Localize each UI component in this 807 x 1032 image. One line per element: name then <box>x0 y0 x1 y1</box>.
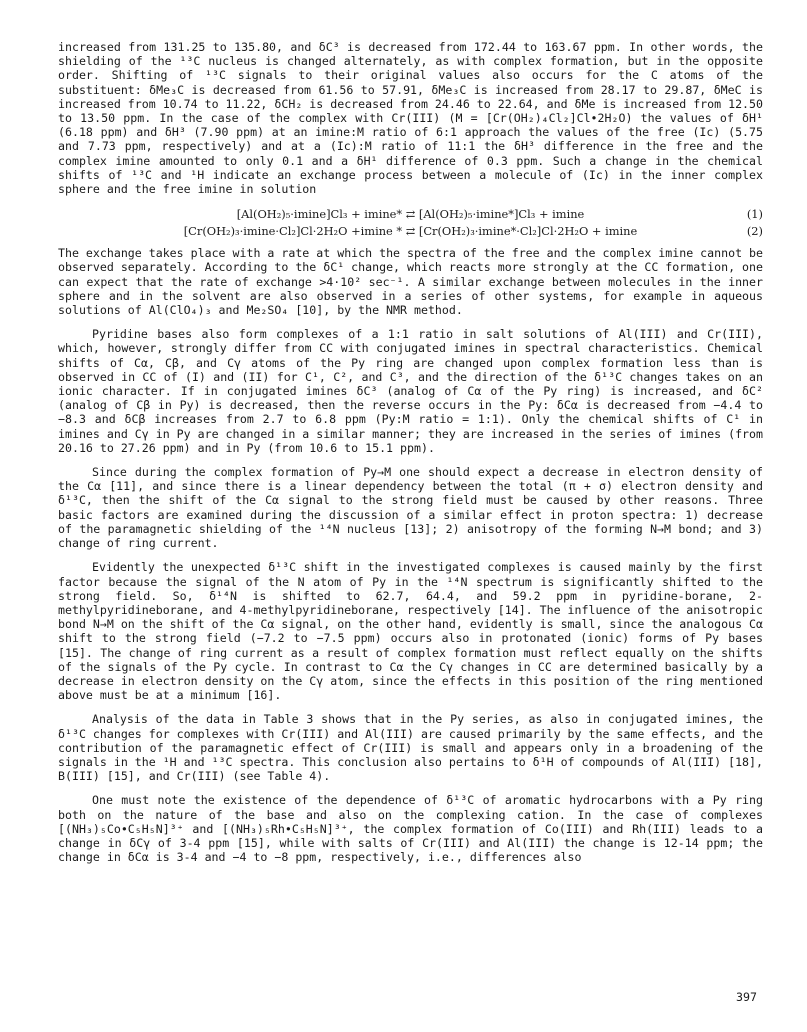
equation-2 <box>58 223 763 240</box>
paragraph-3: Pyridine bases also form complexes of a 1:1 ratio in salt solutions of Al(III) and Cr(III), which, however, strongly differ from CC with conjugated imines in spectral characteristics. Chemical shifts of Cα, Cβ, and Cγ atoms of the Py ring are changed upon complex formation less than is observed in CC of (I) and (II) for C¹, C², and C³, and the direction of the δ¹³C changes takes on an ionic character. If in conjugated imines δC³ (analog of Cα of the Py ring) is increased, and δC² (analog of Cβ in Py) is decreased, then the reverse occurs in the Py: δCα is decreased from −4.4 to −8.3 and δCβ increases from 2.7 to 6.8 ppm (Py:M ratio = 1:1). Only the chemical shifts of C¹ in imines and Cγ in Py are changed in a similar manner; they are increased in the series of imines (from 20.16 to 27.26 ppm) and in Py (from 10.6 to 15.1 ppm). <box>58 327 763 455</box>
equation-1 <box>58 206 763 223</box>
page-number: 397 <box>736 990 757 1004</box>
paragraph-2: The exchange takes place with a rate at which the spectra of the free and the complex imine cannot be observed separately. According to the δC¹ change, which reacts more strongly at the CC formation, one can expect that the rate of exchange >4·10² sec⁻¹. A similar exchange between molecules in the inner sphere and in the solvent are also observed in a series of other systems, for example in aqueous solutions of Al(ClO₄)₃ and Me₂SO₄ [10], by the NMR method. <box>58 246 763 318</box>
paragraph-4: Since during the complex formation of Py→M one should expect a decrease in electron density of the Cα [11], and since there is a linear dependency between the total (π + σ) electron density and δ¹³C, then the shift of the Cα signal to the strong field must be caused by other reasons. Three basic factors are examined during the discussion of a similar effect in proton spectra: 1) decrease of the paramagnetic shielding of the ¹⁴N nucleus [13]; 2) anisotropy of the forming N→M bond; and 3) change of ring current. <box>58 465 763 551</box>
equation-1-body: [Al(OH₂)₅·imine]Cl₃ + imine* ⇄ [Al(OH₂)₅·imine*]Cl₃ + imine <box>236 207 585 222</box>
equation-block <box>58 206 763 240</box>
equation-2-number: (2) <box>746 224 763 239</box>
equation-2-body: [Cr(OH₂)₃·imine·Cl₂]Cl·2H₂O +imine * ⇄ [Cr(OH₂)₃·imine*·Cl₂]Cl·2H₂O + imine <box>183 224 638 239</box>
body-text <box>58 40 763 874</box>
paragraph-1: increased from 131.25 to 135.80, and δC³ is decreased from 172.44 to 163.67 ppm. In other words, the shielding of the ¹³C nucleus is changed alternately, as with complex formation, but in the opposite order. Shifting of ¹³C signals to their original values also occurs for the C atoms of the substituent: δMe₃C is decreased from 61.56 to 57.91, δMe₃C is increased from 28.17 to 29.87, δMeC is increased from 10.74 to 11.22, δCH₂ is decreased from 24.46 to 22.64, and δMe is increased from 12.50 to 13.50 ppm. In the case of the complex with Cr(III) (M = [Cr(OH₂)₄Cl₂]Cl•2H₂O) the values of δH¹ (6.18 ppm) and δH³ (7.90 ppm) at an imine:M ratio of 6:1 approach the values of the free (Ic) (5.75 and 7.73 ppm, respectively) and at a (Ic):M ratio of 11:1 the δH³ difference in the free and the complex imine amounted to only 0.1 and a δH¹ difference of 0.3 ppm. Such a change in the chemical shifts of ¹³C and ¹H indicate an exchange process between a molecule of (Ic) in the inner complex sphere and the free imine in solution <box>58 40 763 197</box>
equation-1-number: (1) <box>746 207 763 222</box>
paragraph-5: Evidently the unexpected δ¹³C shift in the investigated complexes is caused mainly by the first factor because the signal of the N atom of Py in the ¹⁴N spectrum is significantly shifted to the strong field. So, δ¹⁴N is shifted to 62.7, 64.4, and 59.2 ppm in pyridine-borane, 2-methylpyridineborane, and 4-methylpyridineborane, respectively [14]. The influence of the anisotropic bond N→M on the shift of the Cα signal, on the other hand, evidently is small, since the analogous Cα shift to the strong field (−7.2 to −7.5 ppm) occurs also in protonated (ionic) forms of Py bases [15]. The change of ring current as a result of complex formation must reflect equally on the shifts of the signals of the Py cycle. In contrast to Cα the Cγ changes in CC are determined basically by a decrease in electron density on the Cγ atom, since the effects in this position of the ring mentioned above must be at a minimum [16]. <box>58 560 763 703</box>
paragraph-6: Analysis of the data in Table 3 shows that in the Py series, as also in conjugated imines, the δ¹³C changes for complexes with Cr(III) and Al(III) are caused primarily by the same effects, and the contribution of the paramagnetic effect of Cr(III) is small and appears only in a broadening of the signals in the ¹H and ¹³C spectra. This conclusion also pertains to δ¹H of compounds of Al(III) [18], B(III) [15], and Cr(III) (see Table 4). <box>58 712 763 784</box>
paragraph-7: One must note the existence of the dependence of δ¹³C of aromatic hydrocarbons with a Py ring both on the nature of the base and also on the complexing cation. In the case of complexes [(NH₃)₅Co•C₅H₅N]³⁺ and [(NH₃)₅Rh•C₅H₅N]³⁺, the complex formation of Co(III) and Rh(III) leads to a change in δCγ of 3-4 ppm [15], while with salts of Cr(III) and Al(III) the change is 12-14 ppm; the change in δCα is 3-4 and −4 to −8 ppm, respectively, i.e., differences also <box>58 793 763 865</box>
